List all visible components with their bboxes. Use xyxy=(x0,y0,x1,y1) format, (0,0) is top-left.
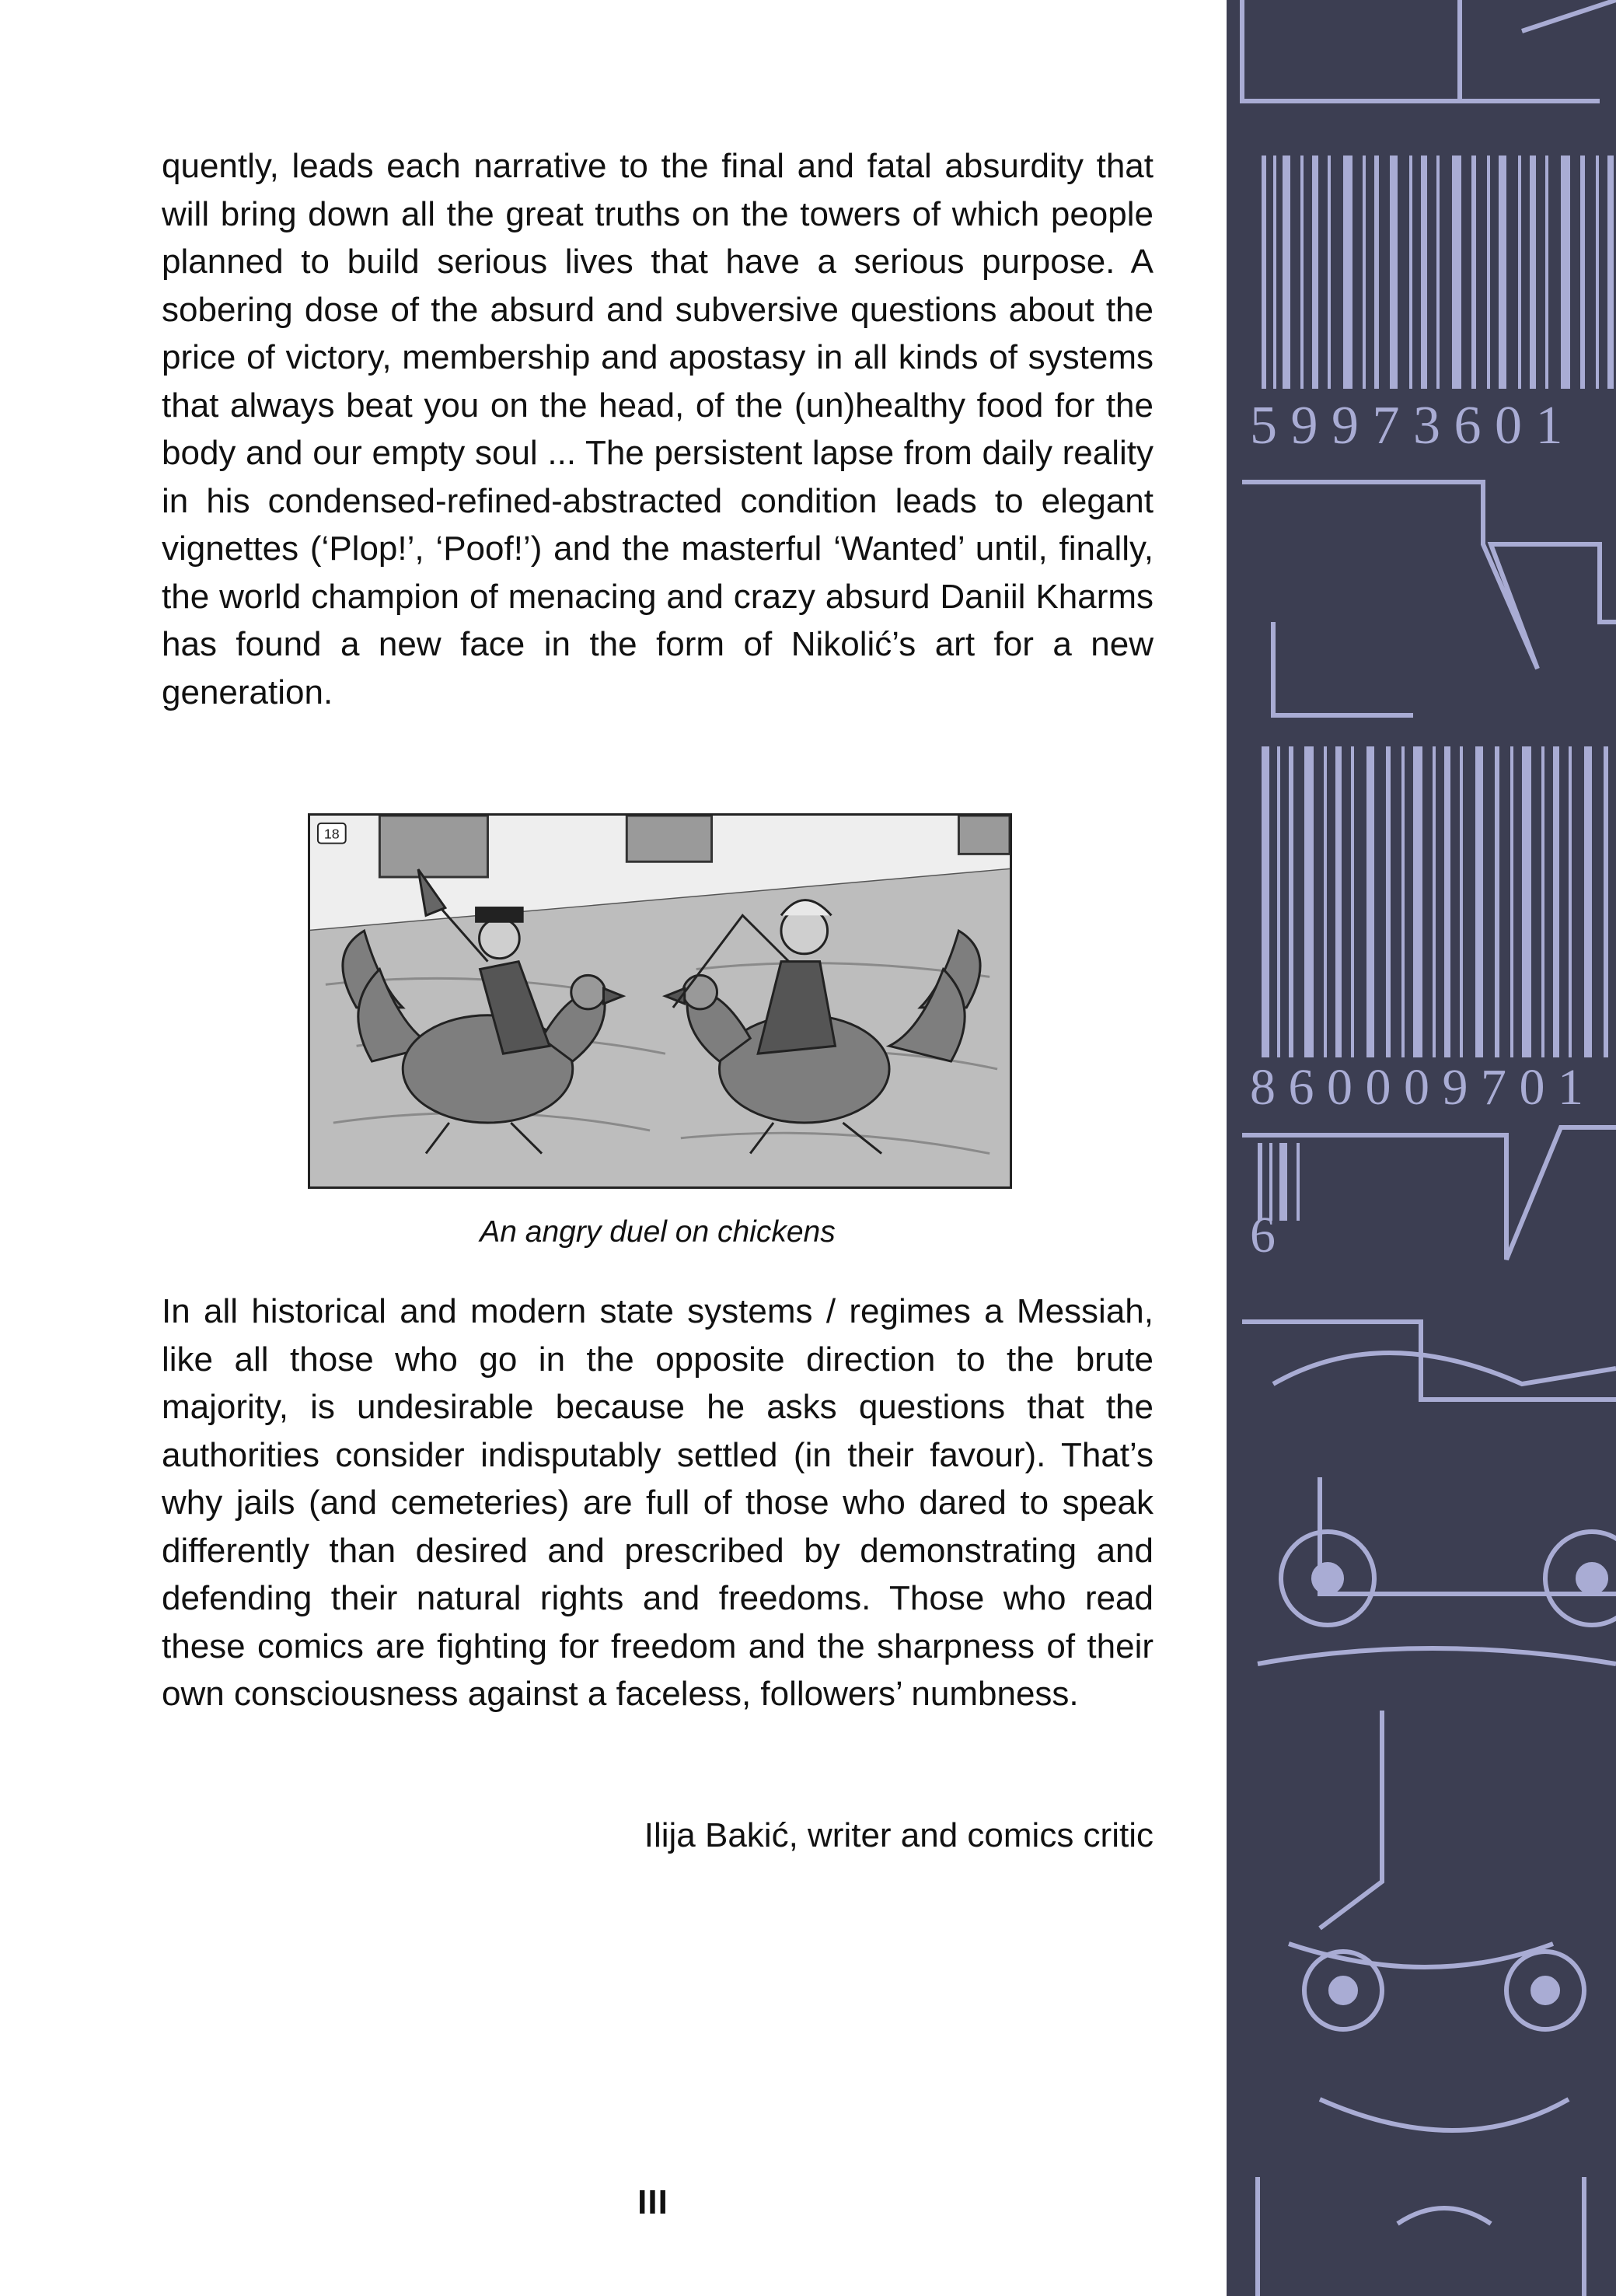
body-paragraph-1: quently, leads each narrative to the final and fatal absurdity that will bring down all the great truths on the towers of which people planned to build serious lives that have a serious purpose. A sobering dose of the absurd and subversive questions about the price of victory, membership and apostasy in all kinds of systems that always beat you on the head, of the (un)healthy food for the body and our empty soul ... The persistent lapse from daily reality in his condensed-refined-abstracted condition leads to elegant vignettes (‘Plop!’, ‘Poof!’) and the masterful ‘Wanted’ until, finally, the world champion of menacing and crazy absurd Daniil Kharms has found a new face in the form of Nikolić’s art for a new generation. xyxy=(162,147,1154,711)
barcode-1-digits: 5 9 9 7 3 6 0 1 xyxy=(1250,396,1563,456)
page-number: III xyxy=(637,2183,668,2221)
barcode-face-artwork xyxy=(1227,0,1616,2296)
barcode-2-digits: 8 6 0 0 0 9 7 0 1 xyxy=(1250,1059,1583,1116)
panel-number: 18 xyxy=(323,826,340,842)
figure-caption: An angry duel on chickens xyxy=(480,1215,836,1249)
decorative-side-band xyxy=(1227,0,1616,2296)
comic-panel-illustration xyxy=(308,813,1012,1189)
chicken-duel-drawing xyxy=(310,816,1010,1186)
body-paragraph-2: In all historical and modern state systems / regimes a Messiah, like all those who go in the opposite direction to the brute majority, is undesirable because he asks questions that the authorities consider indisputably settled (in their favour). That’s why jails (and cemeteries) are full of those who dared to speak differently than desired and prescribed by demonstrating and defending their natural rights and freedoms. Those who read these comics are fighting for freedom and the sharpness of their own consciousness against a faceless, followers’ numbness. xyxy=(162,1292,1154,1713)
author-signature: Ilija Bakić, writer and comics critic xyxy=(644,1816,1154,1854)
barcode-3-digit: 6 xyxy=(1250,1207,1276,1263)
